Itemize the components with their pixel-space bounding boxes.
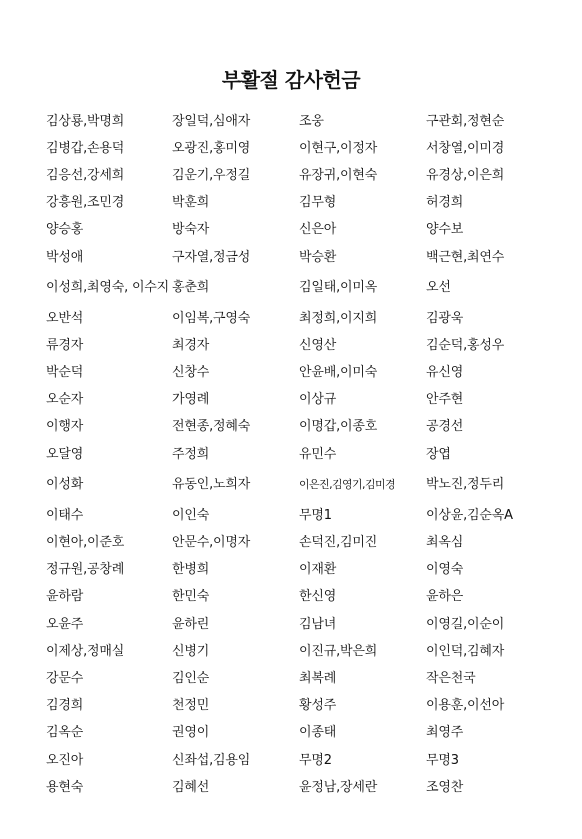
donor-row xyxy=(46,502,566,529)
donor-row xyxy=(46,360,566,387)
donor-name: 이명갑,이종호 xyxy=(299,419,378,435)
donor-row xyxy=(46,271,566,305)
donor-row xyxy=(46,611,566,638)
donor-name: 최경자 xyxy=(172,337,210,353)
donor-name: 신은아 xyxy=(299,222,337,238)
donor-name: 강문수 xyxy=(46,670,84,686)
donor-name: 권영이 xyxy=(172,725,210,741)
donor-name: 김경희 xyxy=(46,698,84,714)
donor-row xyxy=(46,557,566,584)
donor-name: 이현아,이준호 xyxy=(46,535,125,551)
donor-name: 김일태,이미옥 xyxy=(299,280,378,296)
donor-row xyxy=(46,665,566,692)
donor-name: 이성화 xyxy=(46,477,84,493)
donor-name: 황성주 xyxy=(299,698,337,714)
donor-name: 박승환 xyxy=(299,249,337,265)
donor-name: 오선 xyxy=(426,280,451,296)
donor-name: 유동인,노희자 xyxy=(172,477,251,493)
donor-name: 이상규 xyxy=(299,392,337,408)
donor-name: 유장귀,이현숙 xyxy=(299,167,378,183)
donor-name: 박순덕 xyxy=(46,365,84,381)
donor-name: 이용훈,이선아 xyxy=(426,698,505,714)
donor-name: 신영산 xyxy=(299,337,337,353)
donor-row xyxy=(46,529,566,556)
donor-row xyxy=(46,747,566,774)
donor-name: 정규원,공창례 xyxy=(46,562,125,578)
donor-name: 김순덕,홍성우 xyxy=(426,337,505,353)
donor-name: 한병희 xyxy=(172,562,210,578)
donor-name: 한신영 xyxy=(299,589,337,605)
donor-name: 무명3 xyxy=(426,752,459,768)
donor-name: 이영길,이순이 xyxy=(426,616,505,632)
donor-name: 이제상,정매실 xyxy=(46,643,125,659)
donor-name: 구자열,정금성 xyxy=(172,249,251,265)
donor-name: 류경자 xyxy=(46,337,84,353)
donor-name: 최정희,이지희 xyxy=(299,310,378,326)
donor-name: 신창수 xyxy=(172,365,210,381)
donor-name: 공경선 xyxy=(426,419,464,435)
donor-name: 작은천국 xyxy=(426,670,476,686)
donor-name: 안주현 xyxy=(426,392,464,408)
donor-name: 안문수,이명자 xyxy=(172,535,251,551)
donor-row xyxy=(46,135,566,162)
donor-name: 강흥원,조민경 xyxy=(46,195,125,211)
donor-name: 백근현,최연수 xyxy=(426,249,505,265)
donor-name: 이인숙 xyxy=(172,507,210,523)
donor-name: 김운기,우정길 xyxy=(172,167,251,183)
donor-name: 김무형 xyxy=(299,195,337,211)
donor-row xyxy=(46,190,566,217)
donor-row xyxy=(46,414,566,441)
donor-name: 김광욱 xyxy=(426,310,464,326)
donor-name: 유경상,이은희 xyxy=(426,167,505,183)
donor-name: 조웅 xyxy=(299,113,324,129)
donor-name: 김남녀 xyxy=(299,616,337,632)
donor-name: 무명2 xyxy=(299,752,332,768)
donor-row xyxy=(46,693,566,720)
donor-name: 이진규,박은희 xyxy=(299,643,378,659)
donor-name: 윤하린 xyxy=(172,616,210,632)
donor-name: 최옥심 xyxy=(426,535,464,551)
donor-name: 박훈희 xyxy=(172,195,210,211)
donor-name: 윤하은 xyxy=(426,589,464,605)
donor-name: 한민숙 xyxy=(172,589,210,605)
donor-name: 장엽 xyxy=(426,446,451,462)
donor-name: 가영례 xyxy=(172,392,210,408)
donor-name: 오반석 xyxy=(46,310,84,326)
donor-name: 안윤배,이미숙 xyxy=(299,365,378,381)
donor-name: 이재환 xyxy=(299,562,337,578)
donor-name: 이성희,최영숙, 이수지 xyxy=(46,280,170,296)
donor-name: 윤정남,장세란 xyxy=(299,779,378,795)
donor-name: 전현종,정혜숙 xyxy=(172,419,251,435)
donor-name: 구관회,정현순 xyxy=(426,113,505,129)
donor-name: 용현숙 xyxy=(46,779,84,795)
donor-name: 양승홍 xyxy=(46,222,84,238)
donor-name: 오달영 xyxy=(46,446,84,462)
donor-name: 조영찬 xyxy=(426,779,464,795)
donor-name: 무명1 xyxy=(299,507,332,523)
donor-name: 방숙자 xyxy=(172,222,210,238)
donor-row xyxy=(46,162,566,189)
donor-name: 김응선,강세희 xyxy=(46,167,125,183)
donor-name: 신좌섭,김용임 xyxy=(172,752,251,768)
donor-name: 이은진,김영기,김미경 xyxy=(299,478,396,492)
donor-name: 최영주 xyxy=(426,725,464,741)
donor-row xyxy=(46,720,566,747)
donor-row xyxy=(46,441,566,468)
donor-row xyxy=(46,332,566,359)
donor-row xyxy=(46,108,566,135)
donor-row xyxy=(46,244,566,271)
donor-name: 오윤주 xyxy=(46,616,84,632)
donor-name: 김상룡,박명희 xyxy=(46,113,125,129)
donor-row xyxy=(46,774,566,801)
donor-name: 이상윤,김순옥A xyxy=(426,507,513,523)
donor-name: 김혜선 xyxy=(172,779,210,795)
donor-name: 김인순 xyxy=(172,670,210,686)
donor-name: 이태수 xyxy=(46,507,84,523)
donor-name: 이영숙 xyxy=(426,562,464,578)
donor-name: 김병갑,손용덕 xyxy=(46,140,125,156)
donor-row xyxy=(46,468,566,502)
donor-row xyxy=(46,217,566,244)
donor-name: 유신영 xyxy=(426,365,464,381)
donor-name: 오순자 xyxy=(46,392,84,408)
donor-name: 장일덕,심애자 xyxy=(172,113,251,129)
donor-name: 오광진,홍미영 xyxy=(172,140,251,156)
donor-name: 허경희 xyxy=(426,195,464,211)
donor-name: 이종태 xyxy=(299,725,337,741)
donor-row xyxy=(46,387,566,414)
donor-name: 오진아 xyxy=(46,752,84,768)
donor-name: 유민수 xyxy=(299,446,337,462)
donor-name: 이임복,구영숙 xyxy=(172,310,251,326)
donor-name: 주정희 xyxy=(172,446,210,462)
donor-row xyxy=(46,584,566,611)
donor-name: 김옥순 xyxy=(46,725,84,741)
donor-name: 손덕진,김미진 xyxy=(299,535,378,551)
page-title: 부활절 감사헌금 xyxy=(221,68,361,92)
donor-name: 최복례 xyxy=(299,670,337,686)
donor-name: 천정민 xyxy=(172,698,210,714)
donor-name: 이인덕,김혜자 xyxy=(426,643,505,659)
donor-name: 박성애 xyxy=(46,249,84,265)
donor-row xyxy=(46,305,566,332)
donor-name: 이행자 xyxy=(46,419,84,435)
donor-name: 신병기 xyxy=(172,643,210,659)
donor-row xyxy=(46,638,566,665)
donor-name: 윤하람 xyxy=(46,589,84,605)
donor-name: 양수보 xyxy=(426,222,464,238)
donor-name: 서창열,이미경 xyxy=(426,140,505,156)
donor-name: 이현구,이정자 xyxy=(299,140,378,156)
donor-list xyxy=(46,108,566,801)
donor-name: 박노진,정두리 xyxy=(426,477,505,493)
donor-name: 홍춘희 xyxy=(172,280,210,296)
